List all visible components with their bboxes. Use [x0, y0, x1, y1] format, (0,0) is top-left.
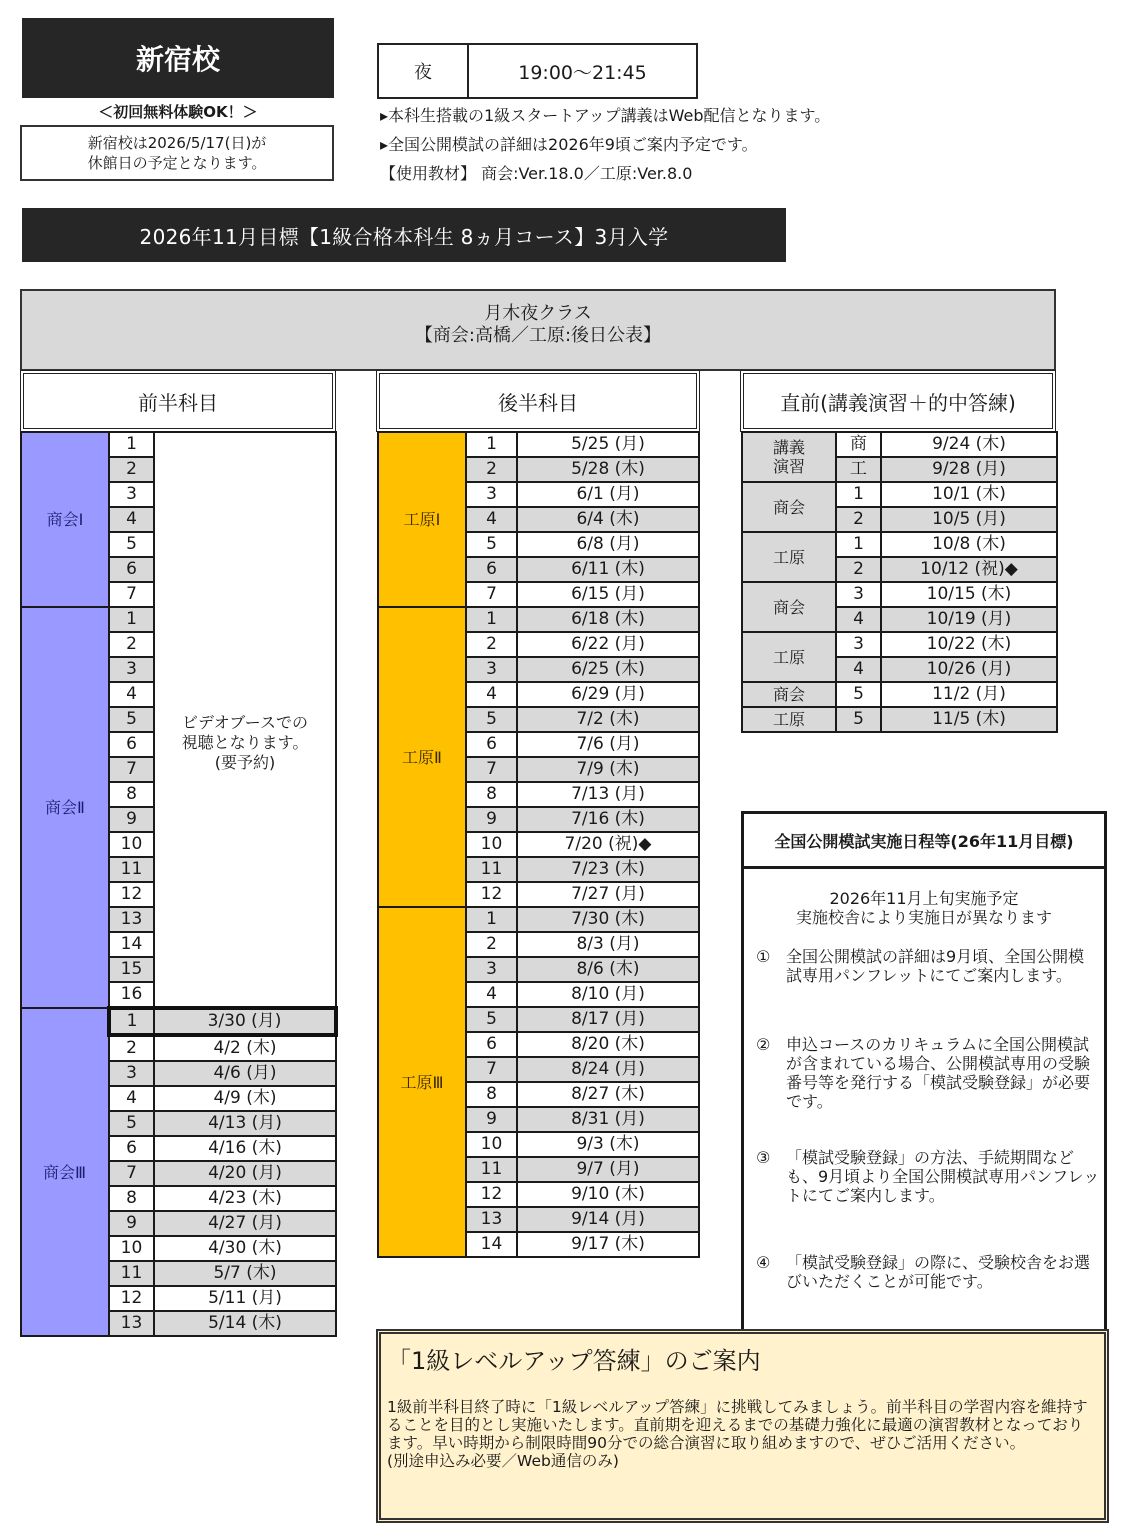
- session-date: 4/20 (月): [154, 1161, 336, 1186]
- session-number: 11: [466, 1157, 517, 1182]
- session-date: 8/6 (木): [517, 957, 699, 982]
- session-date: 8/31 (月): [517, 1107, 699, 1132]
- session-number: 6: [109, 1136, 154, 1161]
- session-number: 7: [466, 582, 517, 607]
- notes: [380, 101, 940, 188]
- session-date: 5/14 (木): [154, 1311, 336, 1336]
- session-date: 7/2 (木): [517, 707, 699, 732]
- levelup-panel: [376, 1329, 1109, 1523]
- mock-exam-item: [744, 1148, 1104, 1205]
- session-number: 4: [109, 1086, 154, 1111]
- levelup-body: 1級前半科目終了時に「1級レベルアップ答練」に挑戦してみましょう。前半科目の学習内容を維持することを目的とし実施いたします。直前期を迎えるまでの基礎力強化に最適の演習教材となっております。早い時期から制限時間90分での総合演習に取り組めますので、ぜひご活用ください。: [387, 1398, 1088, 1452]
- session-date: 9/7 (月): [517, 1157, 699, 1182]
- schedule-row: [378, 907, 699, 932]
- session-number: 3: [836, 632, 881, 657]
- subject-group-label: 工原: [742, 707, 836, 732]
- subject-group-label: 商会: [742, 682, 836, 707]
- session-date: 8/27 (木): [517, 1082, 699, 1107]
- session-number: 1: [466, 907, 517, 932]
- mock-exam-title: 全国公開模試実施日程等(26年11月目標): [744, 814, 1104, 869]
- item-text: 「模試受験登録」の際に、受験校舎をお選びいただくことが可能です。: [786, 1253, 1091, 1291]
- session-number: 15: [109, 957, 154, 982]
- session-number: 12: [466, 1182, 517, 1207]
- closure-line: 新宿校は2026/5/17(日)が: [87, 134, 267, 152]
- session-number: 2: [109, 632, 154, 657]
- session-date: 9/28 (月): [881, 457, 1057, 482]
- session-number: 2: [466, 457, 517, 482]
- item-number: ④: [756, 1253, 771, 1272]
- schedule-row: [742, 532, 1057, 557]
- item-text: 全国公開模試の詳細は9月頃、全国公開模試専用パンフレットにてご案内します。: [786, 947, 1085, 985]
- mock-exam-date-note: 実施校舎により実施日が異なります: [795, 908, 1052, 927]
- mock-exam-item: [744, 947, 1104, 985]
- session-date: 6/11 (木): [517, 557, 699, 582]
- session-date: 5/28 (木): [517, 457, 699, 482]
- mock-exam-panel: [741, 811, 1107, 1333]
- session-date: 7/27 (月): [517, 882, 699, 907]
- subject-group-label: 工原: [742, 532, 836, 582]
- subject-group-label: 商会Ⅱ: [21, 607, 109, 1008]
- session-date: 7/23 (木): [517, 857, 699, 882]
- session-date: 5/11 (月): [154, 1286, 336, 1311]
- session-date: 10/19 (月): [881, 607, 1057, 632]
- session-date: 9/14 (月): [517, 1207, 699, 1232]
- schedule-row: [742, 482, 1057, 507]
- session-date: 11/2 (月): [881, 682, 1057, 707]
- session-number: 3: [466, 482, 517, 507]
- session-number: 2: [109, 1035, 154, 1061]
- session-date: 7/6 (月): [517, 732, 699, 757]
- session-date: 10/1 (木): [881, 482, 1057, 507]
- session-date: 5/25 (月): [517, 432, 699, 457]
- session-number: 5: [836, 707, 881, 732]
- schedule-row: [742, 682, 1057, 707]
- session-number: 6: [109, 732, 154, 757]
- session-date: 8/20 (木): [517, 1032, 699, 1057]
- session-number: 3: [466, 957, 517, 982]
- session-number: 4: [466, 507, 517, 532]
- session-number: 13: [466, 1207, 517, 1232]
- subject-group-label: 工原Ⅰ: [378, 432, 466, 607]
- session-number: 5: [466, 707, 517, 732]
- session-date: 10/5 (月): [881, 507, 1057, 532]
- session-number: 5: [466, 1007, 517, 1032]
- mock-exam-item: [744, 1035, 1104, 1111]
- session-date: 8/10 (月): [517, 982, 699, 1007]
- session-date: 4/23 (木): [154, 1186, 336, 1211]
- session-number: 1: [836, 532, 881, 557]
- session-date: 6/25 (木): [517, 657, 699, 682]
- schedule-row: [742, 707, 1057, 732]
- session-date: 11/5 (木): [881, 707, 1057, 732]
- session-number: 3: [466, 657, 517, 682]
- item-text: 申込コースのカリキュラムに全国公開模試が含まれている場合、公開模試専用の受験番号等を発行する「模試受験登録」が必要です。: [786, 1035, 1091, 1111]
- session-number: 12: [109, 882, 154, 907]
- session-number: 1: [109, 1008, 154, 1035]
- session-date: 8/24 (月): [517, 1057, 699, 1082]
- subject-group-label: 商会Ⅰ: [21, 432, 109, 607]
- mock-exam-date: 2026年11月上旬実施予定: [829, 889, 1019, 908]
- session-date: 3/30 (月): [154, 1008, 336, 1035]
- second-half-schedule: [377, 431, 700, 1258]
- session-number: 4: [836, 657, 881, 682]
- session-number: 5: [109, 532, 154, 557]
- video-booth-note: ビデオブースでの 視聴となります。 (要予約): [154, 432, 336, 1008]
- session-number: 7: [109, 757, 154, 782]
- session-number: 2: [836, 557, 881, 582]
- session-number: 1: [466, 607, 517, 632]
- mock-exam-schedule: [744, 889, 1104, 927]
- session-date: 8/17 (月): [517, 1007, 699, 1032]
- session-number: 7: [109, 582, 154, 607]
- session-number: 1: [109, 607, 154, 632]
- session-number: 3: [836, 582, 881, 607]
- school-title: 新宿校: [22, 18, 334, 98]
- session-number: 5: [466, 532, 517, 557]
- session-number: 2: [466, 932, 517, 957]
- levelup-note: (別途申込み必要／Web通信のみ): [387, 1452, 619, 1470]
- class-header: [20, 289, 1056, 371]
- session-number: 3: [109, 1061, 154, 1086]
- session-number: 5: [109, 707, 154, 732]
- session-date: 5/7 (木): [154, 1261, 336, 1286]
- session-number: 1: [109, 432, 154, 457]
- session-number: 10: [109, 1236, 154, 1261]
- session-number: 5: [109, 1111, 154, 1136]
- session-number: 9: [466, 1107, 517, 1132]
- session-date: 4/13 (月): [154, 1111, 336, 1136]
- schedule-row: [21, 1008, 336, 1035]
- session-number: 4: [466, 682, 517, 707]
- subject-group-label: 工原Ⅲ: [378, 907, 466, 1257]
- session-date: 9/17 (木): [517, 1232, 699, 1257]
- section-second-half: 後半科目: [376, 370, 700, 432]
- schedule-row: [21, 432, 336, 457]
- session-number: 2: [466, 632, 517, 657]
- session-number: 6: [466, 557, 517, 582]
- section-final: 直前(講義演習＋的中答練): [740, 370, 1056, 432]
- session-number: 工: [836, 457, 881, 482]
- session-date: 6/4 (木): [517, 507, 699, 532]
- session-date: 7/20 (祝)◆: [517, 832, 699, 857]
- session-number: 11: [466, 857, 517, 882]
- session-number: 8: [109, 782, 154, 807]
- session-number: 10: [466, 832, 517, 857]
- session-date: 4/30 (木): [154, 1236, 336, 1261]
- session-number: 11: [109, 1261, 154, 1286]
- schedule-row: [742, 432, 1057, 457]
- session-date: 4/9 (木): [154, 1086, 336, 1111]
- session-number: 2: [109, 457, 154, 482]
- session-number: 4: [109, 682, 154, 707]
- session-date: 6/22 (月): [517, 632, 699, 657]
- session-number: 7: [109, 1161, 154, 1186]
- session-number: 1: [466, 432, 517, 457]
- session-number: 10: [109, 832, 154, 857]
- session-date: 6/29 (月): [517, 682, 699, 707]
- session-number: 3: [109, 657, 154, 682]
- closure-line: 休館日の予定となります。: [87, 154, 267, 172]
- session-number: 7: [466, 1057, 517, 1082]
- session-date: 7/30 (木): [517, 907, 699, 932]
- session-number: 1: [836, 482, 881, 507]
- subject-group-label: 商会: [742, 482, 836, 532]
- session-number: 商: [836, 432, 881, 457]
- schedule-row: [742, 582, 1057, 607]
- session-date: 4/6 (月): [154, 1061, 336, 1086]
- session-date: 9/24 (木): [881, 432, 1057, 457]
- session-number: 9: [466, 807, 517, 832]
- session-number: 10: [466, 1132, 517, 1157]
- free-trial-label: ＜初回無料体験OK！＞: [98, 102, 258, 121]
- session-date: 6/15 (月): [517, 582, 699, 607]
- subject-group-label: 工原: [742, 632, 836, 682]
- session-number: 4: [109, 507, 154, 532]
- class-time-table: [377, 43, 698, 99]
- subject-group-label: 商会: [742, 582, 836, 632]
- session-number: 16: [109, 982, 154, 1008]
- schedule-row: [742, 632, 1057, 657]
- session-number: 9: [109, 1211, 154, 1236]
- course-banner: 2026年11月目標【1級合格本科生 8ヵ月コース】3月入学: [22, 208, 786, 262]
- session-date: 8/3 (月): [517, 932, 699, 957]
- session-number: 3: [109, 482, 154, 507]
- final-schedule: [741, 431, 1058, 733]
- session-number: 13: [109, 907, 154, 932]
- session-number: 12: [466, 882, 517, 907]
- session-number: 11: [109, 857, 154, 882]
- session-number: 6: [466, 732, 517, 757]
- session-number: 4: [836, 607, 881, 632]
- item-number: ③: [756, 1148, 771, 1167]
- schedule-row: [378, 607, 699, 632]
- subject-group-label: 商会Ⅲ: [21, 1008, 109, 1336]
- session-number: 8: [109, 1186, 154, 1211]
- mock-exam-item: [744, 1253, 1104, 1291]
- session-number: 6: [109, 557, 154, 582]
- session-number: 14: [466, 1232, 517, 1257]
- session-date: 7/13 (月): [517, 782, 699, 807]
- session-number: 9: [109, 807, 154, 832]
- first-half-schedule: [20, 431, 338, 1337]
- session-number: 6: [466, 1032, 517, 1057]
- time-slot-label: 夜: [379, 45, 469, 97]
- session-number: 13: [109, 1311, 154, 1336]
- item-number: ②: [756, 1035, 771, 1054]
- session-number: 8: [466, 1082, 517, 1107]
- session-number: 7: [466, 757, 517, 782]
- session-date: 6/8 (月): [517, 532, 699, 557]
- class-name: 月木夜クラス: [484, 303, 592, 324]
- session-number: 8: [466, 782, 517, 807]
- session-date: 7/16 (木): [517, 807, 699, 832]
- note-line: ▸全国公開模試の詳細は2026年9頃ご案内予定です。: [380, 135, 758, 154]
- session-date: 7/9 (木): [517, 757, 699, 782]
- session-date: 10/12 (祝)◆: [881, 557, 1057, 582]
- subject-group-label: 講義 演習: [742, 432, 836, 482]
- session-number: 2: [836, 507, 881, 532]
- session-date: 10/15 (木): [881, 582, 1057, 607]
- note-line: 【使用教材】 商会:Ver.18.0／工原:Ver.8.0: [380, 164, 693, 183]
- session-date: 10/26 (月): [881, 657, 1057, 682]
- session-number: 14: [109, 932, 154, 957]
- session-date: 9/3 (木): [517, 1132, 699, 1157]
- note-line: ▸本科生搭載の1級スタートアップ講義はWeb配信となります。: [380, 106, 831, 125]
- closure-notice: [20, 125, 334, 181]
- session-date: 6/18 (木): [517, 607, 699, 632]
- levelup-title: 「1級レベルアップ答練」のご案内: [387, 1347, 761, 1375]
- subject-group-label: 工原Ⅱ: [378, 607, 466, 907]
- session-date: 10/8 (木): [881, 532, 1057, 557]
- class-instructors: 【商会:高橋／工原:後日公表】: [414, 325, 662, 346]
- session-number: 4: [466, 982, 517, 1007]
- session-date: 9/10 (木): [517, 1182, 699, 1207]
- item-number: ①: [756, 947, 771, 966]
- schedule-row: [378, 432, 699, 457]
- session-date: 4/2 (木): [154, 1035, 336, 1061]
- time-slot-value: 19:00～21:45: [518, 61, 647, 84]
- session-date: 4/16 (木): [154, 1136, 336, 1161]
- session-date: 6/1 (月): [517, 482, 699, 507]
- session-number: 5: [836, 682, 881, 707]
- item-text: 「模試受験登録」の方法、手続期間なども、9月頃より全国公開模試専用パンフレットにてご案内します。: [786, 1148, 1100, 1205]
- session-number: 12: [109, 1286, 154, 1311]
- session-date: 10/22 (木): [881, 632, 1057, 657]
- section-first-half: 前半科目: [20, 370, 336, 432]
- session-date: 4/27 (月): [154, 1211, 336, 1236]
